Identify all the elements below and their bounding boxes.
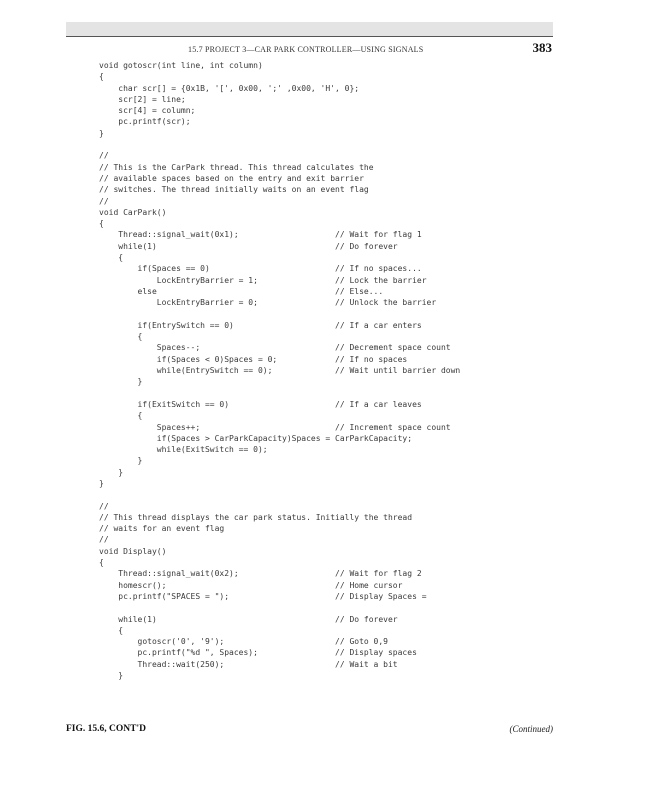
code-line	[99, 309, 460, 320]
code-line: }	[99, 456, 143, 466]
code-line: //	[99, 501, 109, 511]
code-line: if(EntrySwitch == 0) // If a car enters	[99, 320, 422, 330]
code-line: void Display()	[99, 546, 167, 556]
page-number: 383	[532, 40, 552, 55]
code-line: LockEntryBarrier = 1; // Lock the barrier	[99, 275, 427, 285]
code-line: // switches. The thread initially waits on an event flag	[99, 185, 369, 195]
code-line: {	[99, 253, 124, 263]
code-line: char scr[] = {0x1B, '[', 0x00, ';' ,0x00, 'H', 0};	[99, 83, 360, 93]
code-line: while(1) // Do forever	[99, 241, 398, 251]
code-line: Thread::signal_wait(0x1); // Wait for flag 1	[99, 230, 422, 240]
code-line: if(Spaces == 0) // If no spaces...	[99, 264, 422, 274]
running-head: 15.7 PROJECT 3—CAR PARK CONTROLLER—USING SIGNALS	[188, 45, 424, 54]
code-listing	[99, 60, 460, 681]
code-line: // This is the CarPark thread. This thread calculates the	[99, 162, 374, 172]
header-band	[66, 22, 553, 36]
figure-caption: FIG. 15.6, CONT'D	[66, 724, 146, 734]
code-line: }	[99, 671, 124, 681]
code-line: if(Spaces < 0)Spaces = 0; // If no spaces	[99, 354, 408, 364]
header-rule	[66, 36, 553, 37]
code-line	[99, 602, 460, 613]
code-line: if(Spaces > CarParkCapacity)Spaces = CarParkCapacity;	[99, 433, 413, 443]
code-line: {	[99, 411, 143, 421]
code-line: while(1) // Do forever	[99, 614, 398, 624]
code-line: //	[99, 151, 109, 161]
code-line: //	[99, 535, 109, 545]
code-line: scr[2] = line;	[99, 94, 186, 104]
code-line: {	[99, 625, 124, 635]
code-line: LockEntryBarrier = 0; // Unlock the barrier	[99, 298, 437, 308]
code-line: {	[99, 558, 104, 568]
code-line: {	[99, 72, 104, 82]
code-line: pc.printf(scr);	[99, 117, 191, 127]
code-line: scr[4] = column;	[99, 106, 196, 116]
code-line: else // Else...	[99, 286, 384, 296]
code-line: gotoscr('0', '9'); // Goto 0,9	[99, 637, 388, 647]
code-line: void CarPark()	[99, 207, 167, 217]
code-line: while(EntrySwitch == 0); // Wait until barrier down	[99, 366, 461, 376]
continued-note: (Continued)	[509, 724, 553, 734]
code-line: //	[99, 196, 109, 206]
code-line: if(ExitSwitch == 0) // If a car leaves	[99, 399, 422, 409]
code-line	[99, 489, 460, 500]
code-line: while(ExitSwitch == 0);	[99, 445, 268, 455]
code-line	[99, 139, 460, 150]
code-line: // This thread displays the car park status. Initially the thread	[99, 512, 413, 522]
code-line: Thread::signal_wait(0x2); // Wait for flag 2	[99, 569, 422, 579]
code-line: // available spaces based on the entry and exit barrier	[99, 173, 364, 183]
code-line: Spaces++; // Increment space count	[99, 422, 451, 432]
code-line: }	[99, 467, 124, 477]
code-line: pc.printf("%d ", Spaces); // Display spaces	[99, 648, 417, 658]
code-line: pc.printf("SPACES = "); // Display Spaces =	[99, 591, 427, 601]
code-line: }	[99, 128, 104, 138]
code-line: // waits for an event flag	[99, 524, 225, 534]
code-line: void gotoscr(int line, int column)	[99, 61, 263, 70]
code-line: Thread::wait(250); // Wait a bit	[99, 659, 398, 669]
code-line: homescr(); // Home cursor	[99, 580, 403, 590]
code-line: {	[99, 332, 143, 342]
code-line: Spaces--; // Decrement space count	[99, 343, 451, 353]
code-line	[99, 388, 460, 399]
code-line: {	[99, 219, 104, 229]
code-line: }	[99, 478, 104, 488]
code-line: }	[99, 377, 143, 387]
